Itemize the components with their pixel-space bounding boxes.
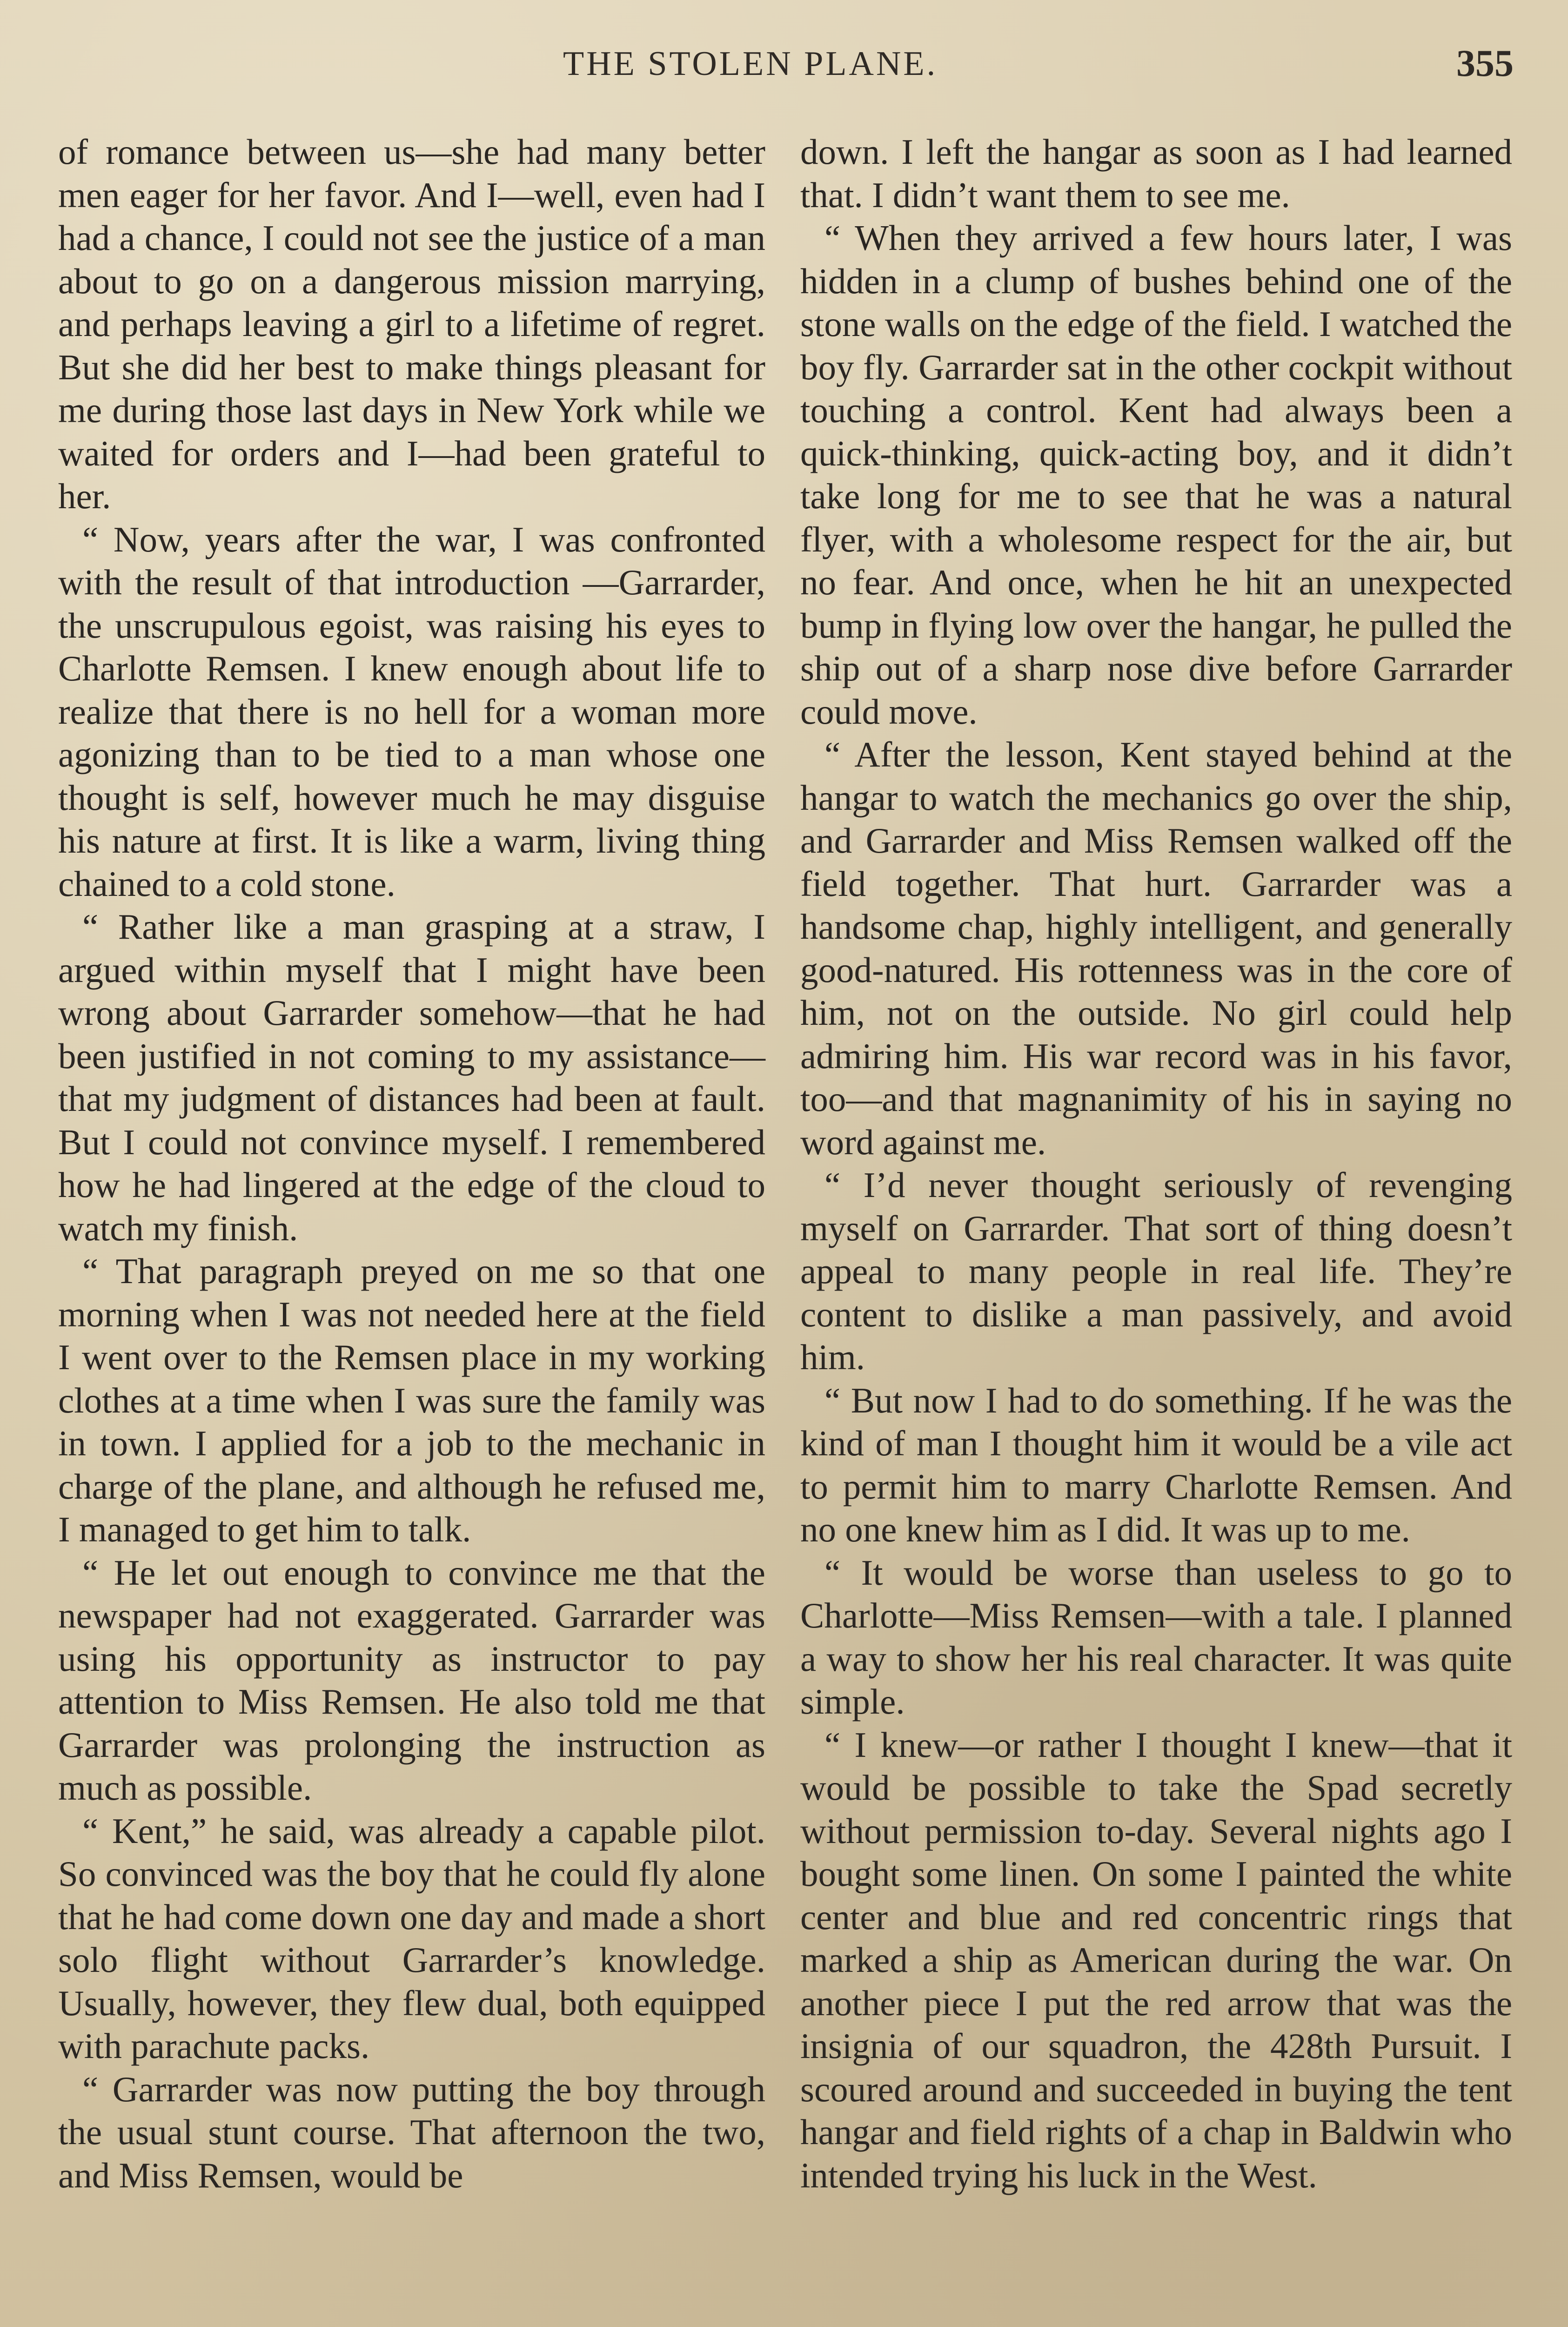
paragraph: down. I left the hangar as soon as I had learned that. I didn’t want them to see me.: [800, 132, 1512, 215]
paragraph: “ It would be worse than useless to go to Charlotte—Miss Remsen—with a tale. I planned a way to show her his real character. It was quite simple.: [800, 1552, 1512, 1722]
running-head: [0, 44, 1568, 100]
paragraph: “ But now I had to do something. If he was the kind of man I thought him it would be a vile act to permit him to marry Charlotte Remsen. And no one knew him as I did. It was up to me.: [800, 1380, 1512, 1549]
page-number: 355: [1456, 42, 1514, 84]
paragraph: “ Kent,” he said, was already a capable pilot. So convinced was the boy that he could fly alone that he had come down one day and made a short solo flight without Garrarder’s knowledge. Usually, however, they flew dual, both equipped with parachute packs.: [58, 1810, 765, 2066]
paragraph: “ When they arrived a few hours later, I was hidden in a clump of bushes behind one of the stone walls on the edge of the field. I watched the boy fly. Garrarder sat in the other cockpit without touching a control. Kent had always been a quick-thinking, quick-acting boy, and it didn’t take long for me to see that he was a natural flyer, with a wholesome respect for the air, but no fear. And once, when he hit an unexpected bump in flying low over the hangar, he pulled the ship out of a sharp nose dive before Garrarder could move.: [800, 218, 1512, 732]
right-column: [800, 130, 1512, 2197]
paragraph: of romance between us—she had many better men eager for her favor. And I—well, even had I had a chance, I could not see the justice of a man about to go on a dangerous mission marrying, and perhaps leaving a girl to a lifetime of regret. But she did her best to make things pleasant for me during those last days in New York while we waited for orders and I—had been grateful to her.: [58, 132, 765, 516]
paragraph: “ Rather like a man grasping at a straw, I argued within myself that I might have been wrong about Garrarder somehow—that he had been justified in not coming to my assistance—that my judgment of distances had been at fault. But I could not convince myself. I remembered how he had lingered at the edge of the cloud to watch my finish.: [58, 907, 765, 1248]
paragraph: “ He let out enough to convince me that the newspaper had not exaggerated. Garrarder was using his opportunity as instructor to pay attention to Miss Remsen. He also told me that Garrarder was prolonging the instruction as much as possible.: [58, 1552, 765, 1808]
left-column: [58, 130, 765, 2197]
paragraph: “ That paragraph preyed on me so that one morning when I was not needed here at the field I went over to the Remsen place in my working clothes at a time when I was sure the family was in town. I applied for a job to the mechanic in charge of the plane, and although he refused me, I managed to get him to talk.: [58, 1251, 765, 1549]
paragraph: “ Garrarder was now putting the boy through the usual stunt course. That afternoon the two, and Miss Remsen, would be: [58, 2069, 765, 2195]
paragraph: “ I’d never thought seriously of revenging myself on Garrarder. That sort of thing doesn’t appeal to many people in real life. They’re content to dislike a man passively, and avoid him.: [800, 1165, 1512, 1377]
page-title: THE STOLEN PLANE.: [563, 45, 938, 83]
paragraph: “ I knew—or rather I thought I knew—that it would be possible to take the Spad secretly without permission to-day. Several nights ago I bought some linen. On some I painted the white center and blue and red concentric rings that marked a ship as American during the war. On another piece I put the red arrow that was the insignia of our squadron, the 428th Pursuit. I scoured around and succeeded in buying the tent hangar and field rights of a chap in Baldwin who intended trying his luck in the West.: [800, 1724, 1512, 2195]
paragraph: “ After the lesson, Kent stayed behind at the hangar to watch the mechanics go over the ship, and Garrarder and Miss Remsen walked off the field together. That hurt. Garrarder was a handsome chap, highly intelligent, and generally good-natured. His rottenness was in the core of him, not on the outside. No girl could help admiring him. His war record was in his favor, too—and that magnanimity of his in saying no word against me.: [800, 734, 1512, 1162]
paragraph: “ Now, years after the war, I was confronted with the result of that introduction —Garrarder, the unscrupulous egoist, was raising his eyes to Charlotte Remsen. I knew enough about life to realize that there is no hell for a woman more agonizing than to be tied to a man whose one thought is self, however much he may disguise his nature at first. It is like a warm, living thing chained to a cold stone.: [58, 519, 765, 904]
